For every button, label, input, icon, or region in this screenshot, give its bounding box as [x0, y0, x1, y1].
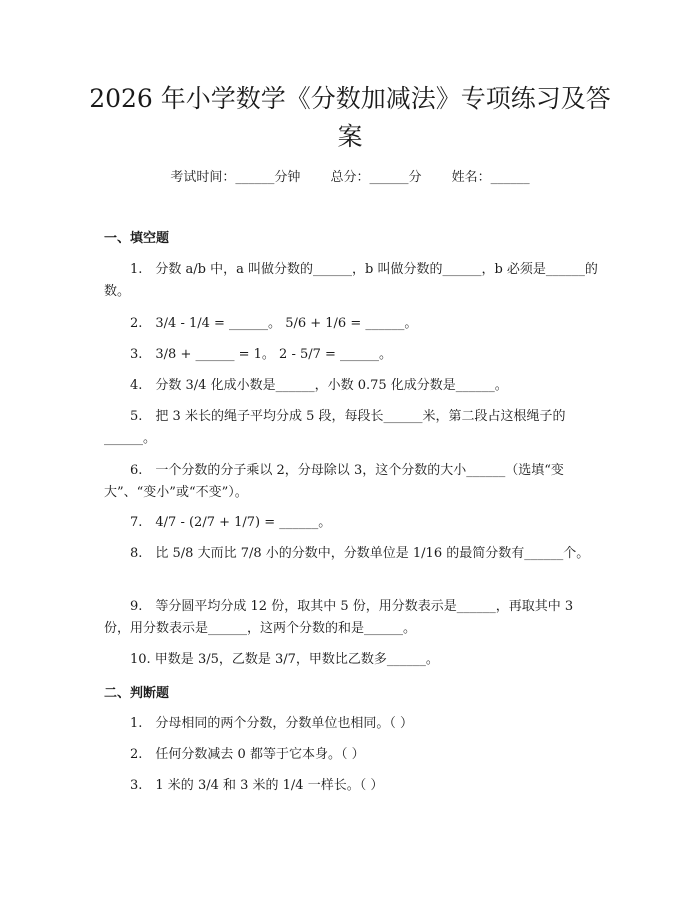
question-item: 5. 把 3 米长的绳子平均分成 5 段，每段长______米，第二段占这根绳子的______。: [104, 409, 566, 446]
question-item: 2. 3/4 - 1/4 = ______。 5/6 + 1/6 = ______。: [130, 316, 418, 331]
question-item: 7. 4/7 - (2/7 + 1/7) = ______。: [130, 515, 332, 530]
page-title: 2026 年小学数学《分数加减法》专项练习及答案: [89, 84, 611, 151]
question-item: 9. 等分圆平均分成 12 份，取其中 5 份，用分数表示是______，再取其中 3 份，用分数表示是______，这两个分数的和是______。: [104, 599, 574, 636]
question-item: 4. 分数 3/4 化成小数是______，小数 0.75 化成分数是______。: [130, 378, 508, 393]
question-item: 2. 任何分数减去 0 都等于它本身。（ ）: [130, 747, 365, 762]
question-item: 1. 分数 a/b 中，a 叫做分数的______，b 叫做分数的______，b 必须是______的数。: [104, 262, 598, 299]
exam-name: 姓名：______: [451, 170, 530, 185]
question-item: 6. 一个分数的分子乘以 2，分母除以 3，这个分数的大小______（选填“变大”、“变小”或“不变”）。: [104, 463, 564, 500]
question-item: 3. 3/8 + ______ = 1。 2 - 5/7 = ______。: [130, 347, 393, 362]
question-item: 8. 比 5/8 大而比 7/8 小的分数中，分数单位是 1/16 的最简分数有______个。: [130, 546, 590, 561]
exam-time: 考试时间：______分钟: [170, 170, 301, 185]
question-item: 1. 分母相同的两个分数，分数单位也相同。（ ）: [130, 716, 414, 731]
section-heading-true-false: 二、判断题: [104, 686, 170, 701]
exam-score: 总分：______分: [330, 170, 422, 185]
section-heading-fill-blank: 一、填空题: [104, 231, 170, 246]
question-item: 10. 甲数是 3/5，乙数是 3/7，甲数比乙数多______。: [130, 652, 439, 667]
question-item: 3. 1 米的 3/4 和 3 米的 1/4 一样长。（ ）: [130, 778, 384, 793]
exam-info: [0, 168, 700, 188]
